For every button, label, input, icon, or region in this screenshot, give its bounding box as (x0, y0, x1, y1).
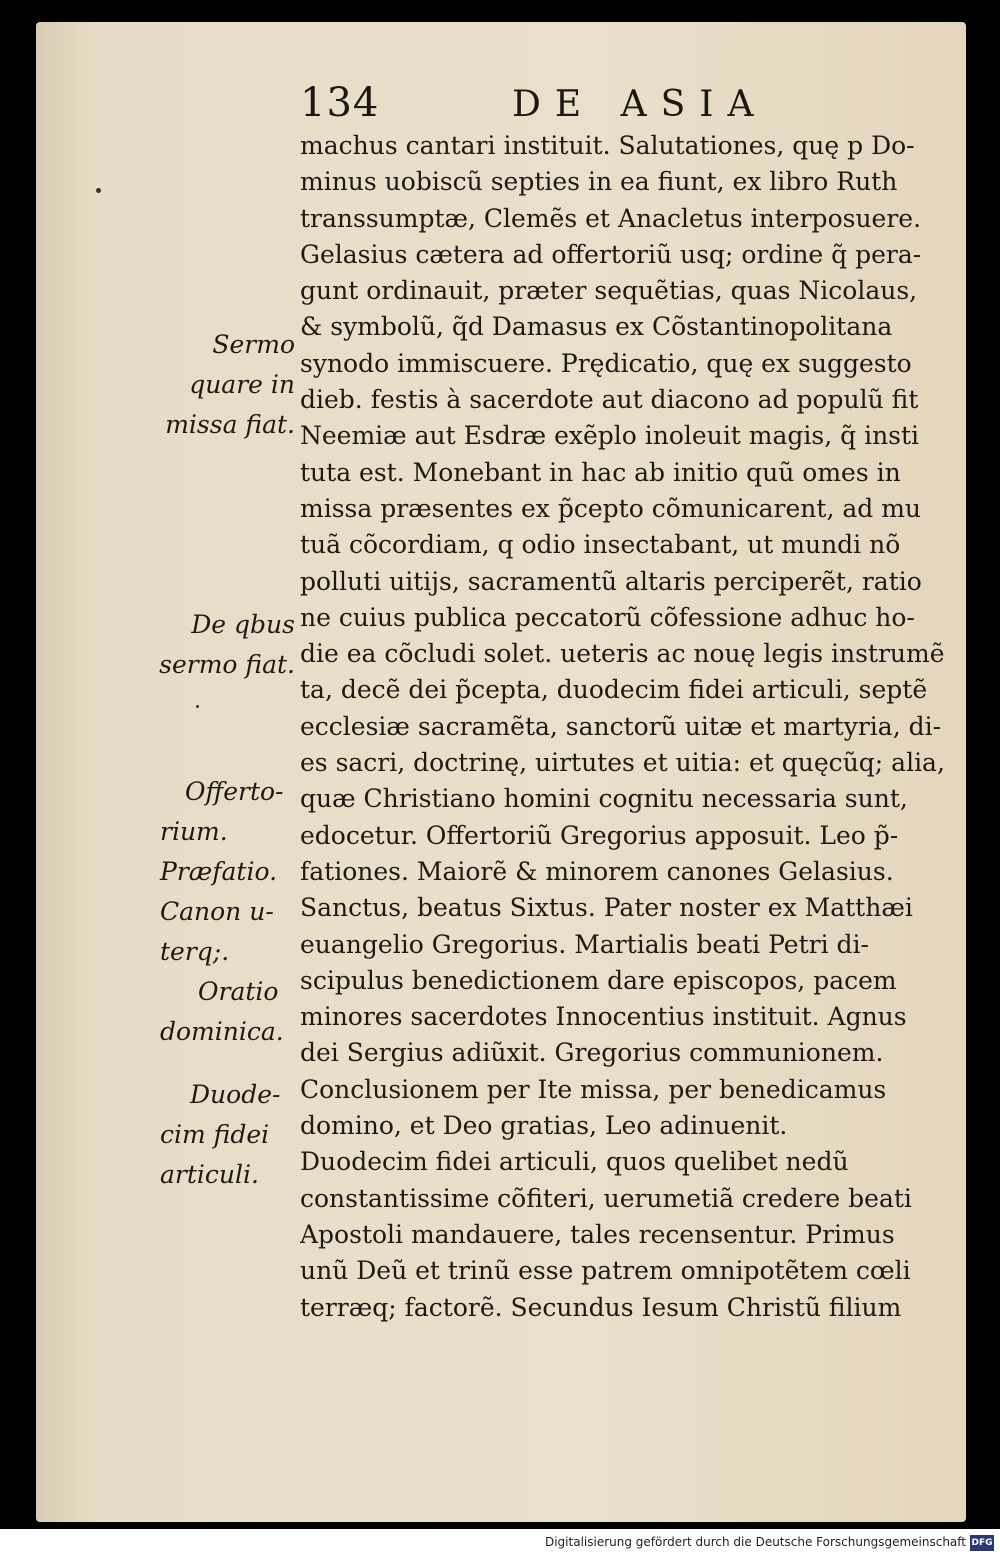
text-line: tuã cõcordiam, q odio insectabant, ut mundi nõ (300, 530, 901, 560)
running-title: DE ASIA (512, 84, 768, 125)
folio-number: 134 (300, 80, 380, 126)
text-line: synodo immiscuere. Prędicatio, quę ex suggesto (300, 348, 912, 378)
text-line: unũ Deũ et trinũ esse patrem omnipotẽtem cœli (300, 1256, 911, 1286)
text-line: quæ Christiano homini cognitu necessaria sunt, (300, 784, 908, 814)
text-line: machus cantari instituit. Salutationes, quę p Do- (300, 131, 915, 160)
marginal-line: sermo fiat. (159, 650, 295, 679)
text-line: dieb. festis à sacerdote aut diacono ad populũ fit (300, 385, 919, 415)
text-line: Gelasius cætera ad offertoriũ usq; ordine q̃ pera- (300, 239, 922, 269)
marginal-line: terq;. (160, 937, 230, 966)
marginal-line: rium. (160, 817, 228, 846)
marginal-line: De qbus (191, 610, 295, 639)
text-line: terræq; factorẽ. Secundus Iesum Christũ filium (300, 1292, 902, 1322)
text-line: minores sacerdotes Innocentius instituit. Agnus (300, 1002, 907, 1032)
marginal-line: Oratio (198, 977, 279, 1006)
digitization-footer (0, 1529, 1000, 1559)
text-line: die ea cõcludi solet. ueteris ac nouę legis instrumẽ (300, 639, 945, 669)
text-line: dei Sergius adiũxit. Gregorius communionem. (300, 1038, 884, 1068)
text-line: ne cuius publica peccatorũ cõfessione adhuc ho- (300, 602, 915, 632)
marginal-note-de-qbus (150, 605, 295, 685)
ink-speck (196, 705, 199, 708)
text-line: transsumptæ, Clemẽs et Anacletus interposuere. (300, 203, 922, 233)
marginal-note-sermo (150, 325, 295, 445)
text-line: minus uobiscũ septies in ea fiunt, ex libro Ruth (300, 167, 898, 197)
text-line: domino, et Deo gratias, Leo adinuenit. (300, 1111, 788, 1141)
text-line: euangelio Gregorius. Martialis beati Petri di- (300, 929, 869, 959)
text-line: fationes. Maiorẽ & minorem canones Gelasius. (300, 856, 894, 886)
text-line: Conclusionem per Ite missa, per benedicamus (300, 1074, 887, 1104)
marginal-line: Sermo (212, 330, 295, 359)
marginal-line: missa fiat. (165, 410, 295, 439)
marginal-note-offertorium (160, 772, 305, 1052)
text-line: es sacri, doctrinę, uirtutes et uitia: et quęcũq; alia, (300, 748, 945, 778)
marginal-line: Offerto- (185, 777, 284, 806)
text-line: missa præsentes ex p̃cepto cõmunicarent, ad mu (300, 493, 922, 523)
marginal-line: quare in (189, 370, 295, 399)
marginal-line: dominica. (160, 1017, 284, 1046)
page-header (300, 80, 960, 130)
text-line: ta, decẽ dei p̃cepta, duodecim fidei articuli, septẽ (300, 675, 928, 705)
text-line: ecclesiæ sacramẽta, sanctorũ uitæ et martyria, di- (300, 711, 942, 741)
dfg-logo-icon: DFG (970, 1535, 994, 1551)
marginal-line: articuli. (160, 1160, 259, 1189)
text-line: & symbolũ, q̃d Damasus ex Cõstantinopolitana (300, 312, 893, 342)
funding-credit: Digitalisierung gefördert durch die Deutsche Forschungsgemeinschaft (544, 1535, 966, 1549)
text-line: gunt ordinauit, præter sequẽtias, quas Nicolaus, (300, 276, 918, 306)
marginal-note-duodecim (160, 1075, 305, 1195)
main-text-block (300, 128, 960, 1326)
ink-speck (96, 188, 101, 193)
text-line: polluti uitijs, sacramentũ altaris perciperẽt, ratio (300, 566, 922, 596)
text-line: scipulus benedictionem dare episcopos, pacem (300, 965, 897, 995)
marginal-line: Canon u- (160, 897, 274, 926)
text-line: Sanctus, beatus Sixtus. Pater noster ex Matthæi (300, 893, 913, 923)
marginal-line: Præfatio. (160, 857, 278, 886)
text-line: tuta est. Monebant in hac ab initio quũ omes in (300, 457, 901, 487)
text-line: edocetur. Offertoriũ Gregorius apposuit. Leo p̃- (300, 820, 899, 850)
text-line: Neemiæ aut Esdræ exẽplo inoleuit magis, q̃ insti (300, 421, 920, 451)
text-line: constantissime cõfiteri, uerumetiã credere beati (300, 1183, 912, 1213)
text-line: Duodecim fidei articuli, quos quelibet nedũ (300, 1147, 849, 1177)
marginal-line: Duode- (190, 1080, 281, 1109)
text-line: Apostoli mandauere, tales recensentur. Primus (300, 1219, 895, 1249)
marginal-line: cim fidei (160, 1120, 270, 1149)
